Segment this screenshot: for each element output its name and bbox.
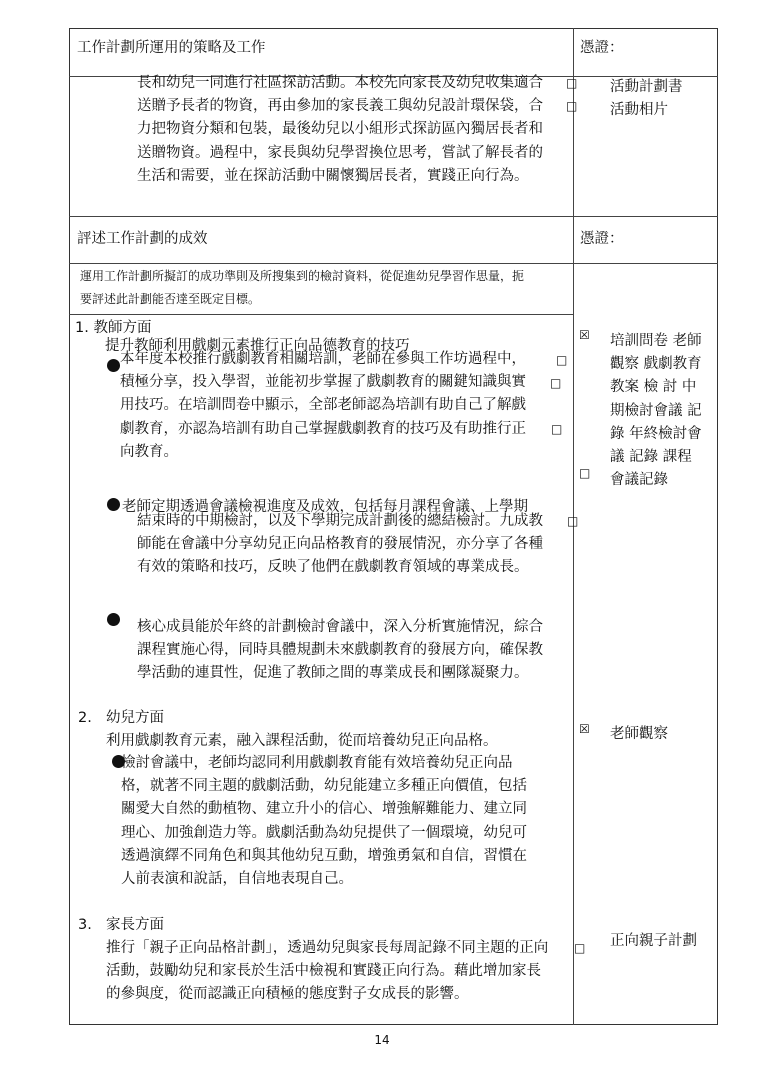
placeholder-box: □ [574, 941, 586, 955]
evaluation-instruction: 要評述此計劃能否達至既定目標。 [80, 292, 261, 306]
row-divider [69, 263, 718, 264]
bullet-icon [107, 359, 120, 372]
child-heading: 幼兒方面 [106, 710, 164, 726]
strategy-header: 工作計劃所運用的策略及工作 [77, 40, 266, 56]
placeholder-box: □ [550, 376, 562, 390]
child-subheading: 利用戲劇教育元素，融入課程活動，從而培養幼兒正向品格。 [106, 733, 498, 749]
teacher-evidence: 培訓問卷 老師 觀察 戲劇教育 教案 檢 討 中 期檢討會議 記 錄 年終檢討會 議 記錄 課程 會議記錄 [610, 333, 702, 489]
evaluation-instruction: 運用工作計劃所擬訂的成功準則及所搜集到的檢討資料，從促進幼兒學習作思量，扼 [80, 269, 525, 283]
teacher-subheading: 提升教師利用戲劇元素推行正向品德教育的技巧 [105, 338, 410, 354]
parent-heading: 家長方面 [106, 917, 164, 933]
placeholder-box: □ [567, 514, 579, 528]
placeholder-box: □ [556, 353, 568, 367]
evidence-header: 憑證： [580, 40, 624, 56]
teacher-bullet-2-lead: 老師定期透過會議檢視進度及成效，包括每月課程會議、上學期 [122, 499, 528, 515]
parent-evidence: 正向親子計劃 [610, 933, 697, 949]
empty-box-icon: □ [579, 466, 591, 480]
evidence-header: 憑證： [580, 231, 624, 247]
child-number: 2. [78, 710, 92, 726]
checked-box-icon: ☒ [579, 328, 590, 342]
page-number: 14 [374, 1033, 390, 1047]
placeholder-box: □ [551, 422, 563, 436]
row-divider [69, 314, 573, 315]
placeholder-box: □ [566, 99, 578, 113]
parent-number: 3. [78, 917, 92, 933]
teacher-bullet-2: 結束時的中期檢討，以及下學期完成計劃後的總結檢討。九成教 師能在會議中分享幼兒正向品格教育的發展情況，亦分享了各種 有效的策略和技巧，反映了他們在戲劇教育領域的專業成長。 [137, 513, 543, 576]
child-bullet-1: 檢討會議中，老師均認同利用戲劇教育能有效培養幼兒正向品 格，就著不同主題的戲劇活動，幼兒能建立多種正向價值，包括 關愛大自然的動植物、建立升小的信心、增強解難能力、建立同 理心、加強創造力等。戲劇活動為幼兒提供了一個環境，幼兒可 透過演繹不同角色和與其他幼兒互動，增強勇氣和自信，習慣在 人前表演和說話，自信地表現自己。 [121, 755, 527, 888]
teacher-bullet-1: 本年度本校推行戲劇教育相關培訓，老師在參與工作坊過程中， 積極分享，投入學習，並能初步掌握了戲劇教育的關鍵知識與實 用技巧。在培訓問卷中顯示，全部老師認為培訓有助自己了解戲 劇教育，亦認為培訓有助自己掌握戲劇教育的技巧及有助推行正 向教育。 [120, 351, 526, 460]
evaluation-header: 評述工作計劃的成效 [77, 231, 208, 247]
evidence-item: 活動相片 [610, 102, 668, 118]
bullet-icon [107, 498, 120, 511]
evidence-item: 活動計劃書 [610, 79, 683, 95]
child-evidence: 老師觀察 [610, 726, 668, 742]
teacher-bullet-3: 核心成員能於年終的計劃檢討會議中，深入分析實施情況，綜合 課程實施心得，同時具體規劃未來戲劇教育的發展方向，確保教 學活動的連貫性，促進了教師之間的專業成長和團隊凝聚力。 [137, 619, 543, 682]
strategy-paragraph: 長和幼兒一同進行社區探訪活動。本校先向家長及幼兒收集適合 送贈予長者的物資，再由參加的家長義工與幼兒設計環保袋，合 力把物資分類和包裝，最後幼兒以小組形式探訪區內獨居長者和 送贈物資。過程中，家長與幼兒學習換位思考，嘗試了解長者的 生活和需要，並在探訪活動中關懷獨居長者，實踐正向行為。 [137, 75, 543, 184]
parent-paragraph: 推行「親子正向品格計劃」，透過幼兒與家長每周記錄不同主題的正向 活動，鼓勵幼兒和家長於生活中檢視和實踐正向行為。藉此增加家長 的參與度，從而認識正向積極的態度對子女成長的影響。 [106, 940, 549, 1003]
row-divider [69, 216, 718, 217]
checked-box-icon: ☒ [579, 722, 590, 736]
bullet-icon [107, 613, 120, 626]
teacher-heading: 1. 教師方面 [75, 320, 152, 336]
placeholder-box: □ [566, 76, 578, 90]
